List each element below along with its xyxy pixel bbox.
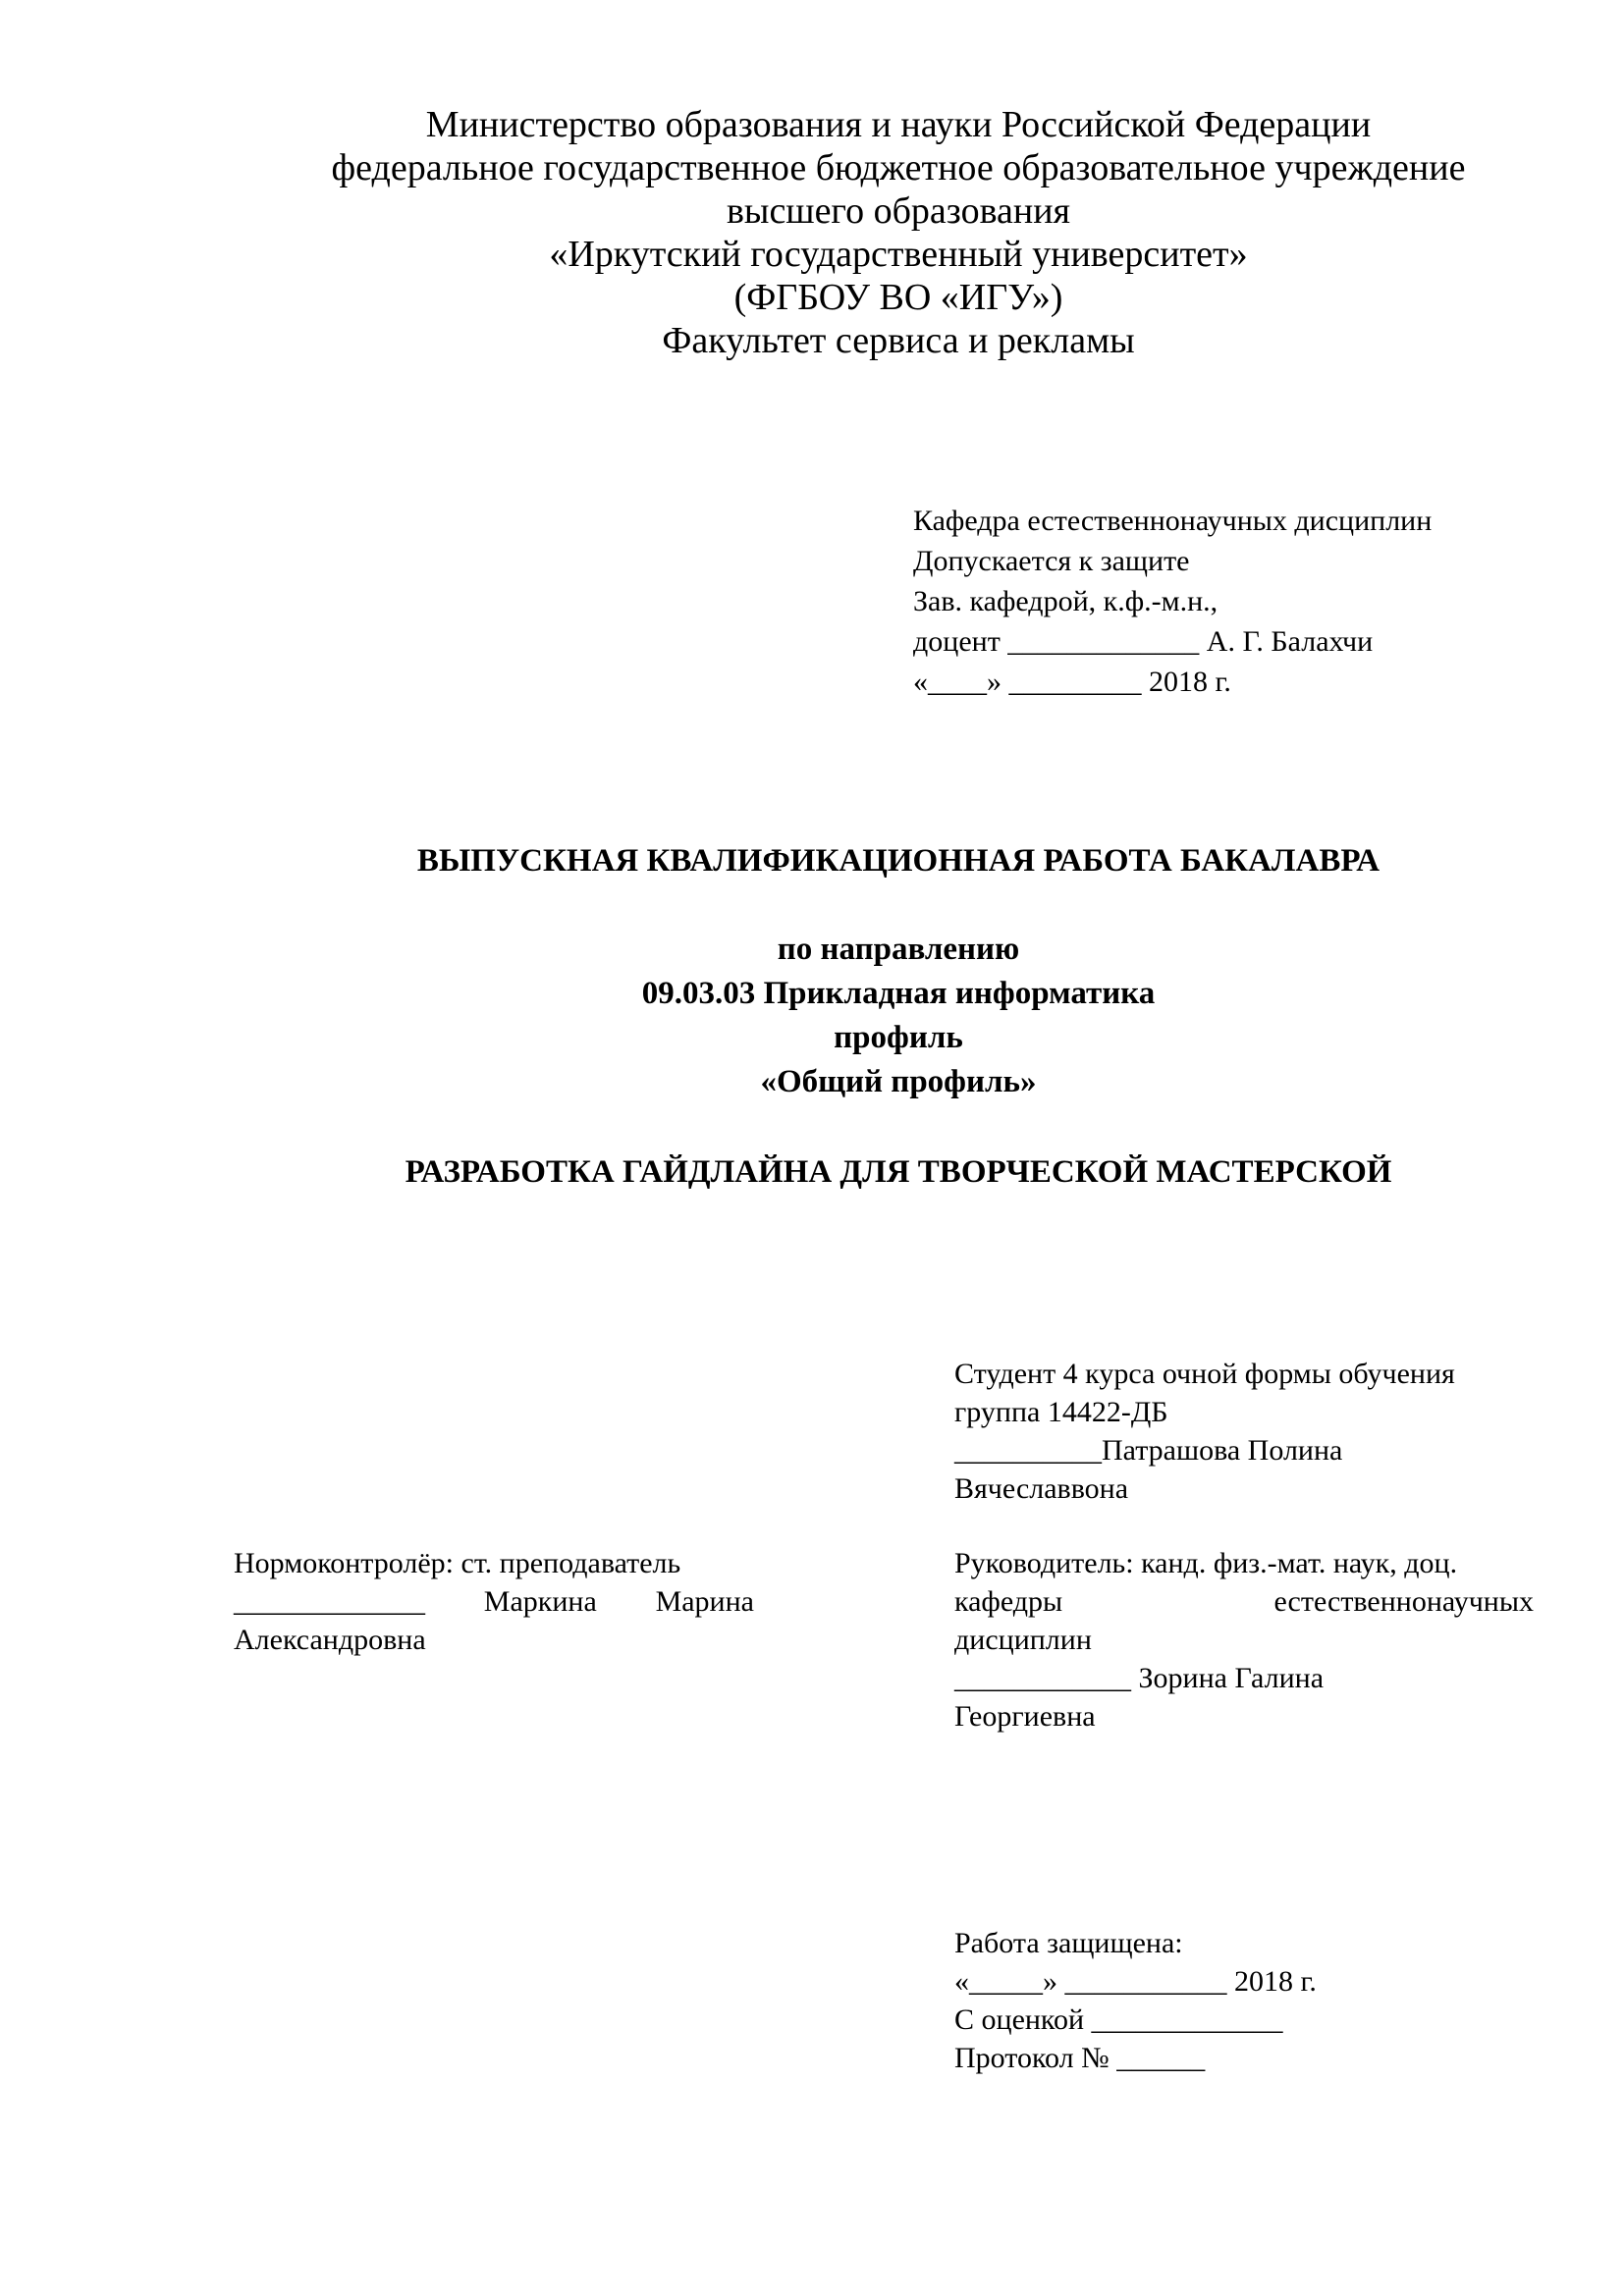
- student-patronymic-line: Вячеславвона: [954, 1472, 1129, 1505]
- university-name-line: «Иркутский государственный университет»: [549, 234, 1248, 275]
- normocontrol-surname: Маркина: [483, 1585, 597, 1618]
- signature-blank: _____________: [234, 1585, 425, 1618]
- student-name-line: __________Патрашова Полина: [954, 1434, 1343, 1467]
- supervisor-disciplines-line: дисциплин: [954, 1624, 1092, 1656]
- thesis-title-block: [0, 839, 1624, 1195]
- defense-date-line: «_____» ___________ 2018 г.: [954, 1965, 1317, 1998]
- admitted-line: Допускается к защите: [913, 545, 1190, 577]
- thesis-topic: РАЗРАБОТКА ГАЙДЛАЙНА ДЛЯ ТВОРЧЕСКОЙ МАСТЕРСКОЙ: [405, 1154, 1392, 1190]
- supervisor-name-line: ____________ Зорина Галина: [954, 1662, 1325, 1694]
- profile-label: профиль: [834, 1020, 963, 1055]
- student-course-line: Студент 4 курса очной формы обучения: [954, 1358, 1455, 1390]
- supervisor-department-line: [954, 1582, 1534, 1621]
- normocontrol-title-line: Нормоконтролёр: ст. преподаватель: [234, 1547, 681, 1579]
- student-group-line: группа 14422-ДБ: [954, 1396, 1168, 1428]
- direction-label: по направлению: [777, 932, 1020, 967]
- direction-name: 09.03.03 Прикладная информатика: [641, 976, 1156, 1011]
- supervisor-patronymic-line: Георгиевна: [954, 1700, 1096, 1733]
- faculty-line: Факультет сервиса и рекламы: [662, 320, 1135, 361]
- department-name-word: естественнонаучных: [1273, 1585, 1534, 1618]
- department-line: Кафедра естественнонаучных дисциплин: [913, 505, 1433, 537]
- ministry-line: Министерство образования и науки Российской Федерации: [425, 104, 1372, 145]
- docent-signature-line: доцент _____________ А. Г. Балахчи: [913, 625, 1374, 658]
- defense-grade-line: С оценкой _____________: [954, 2003, 1283, 2036]
- approval-block: [913, 501, 1542, 702]
- department-word: кафедры: [954, 1585, 1063, 1618]
- defense-block: [954, 1924, 1534, 2077]
- normocontrol-block: [234, 1544, 754, 1659]
- university-abbrev-line: (ФГБОУ ВО «ИГУ»): [733, 277, 1063, 318]
- normocontrol-firstname: Марина: [655, 1585, 754, 1618]
- normocontrol-patronymic-line: Александровна: [234, 1624, 426, 1656]
- supervisor-title-line: Руководитель: канд. физ.-мат. наук, доц.: [954, 1547, 1458, 1579]
- institution-type-line: федеральное государственное бюджетное образовательное учреждение: [331, 147, 1466, 188]
- supervisor-block: [954, 1544, 1534, 1735]
- work-type-title: ВЫПУСКНАЯ КВАЛИФИКАЦИОННАЯ РАБОТА БАКАЛАВРА: [416, 843, 1380, 879]
- head-line: Зав. кафедрой, к.ф.-м.н.,: [913, 585, 1218, 617]
- defense-protocol-line: Протокол № ______: [954, 2042, 1206, 2074]
- student-block: [954, 1355, 1534, 1508]
- ministry-header: [0, 103, 1624, 362]
- approval-date-line: «____» _________ 2018 г.: [913, 666, 1231, 698]
- normocontrol-signature-line: [234, 1582, 754, 1621]
- defense-status-line: Работа защищена:: [954, 1927, 1183, 1959]
- education-level-line: высшего образования: [726, 190, 1071, 232]
- profile-name: «Общий профиль»: [760, 1064, 1037, 1099]
